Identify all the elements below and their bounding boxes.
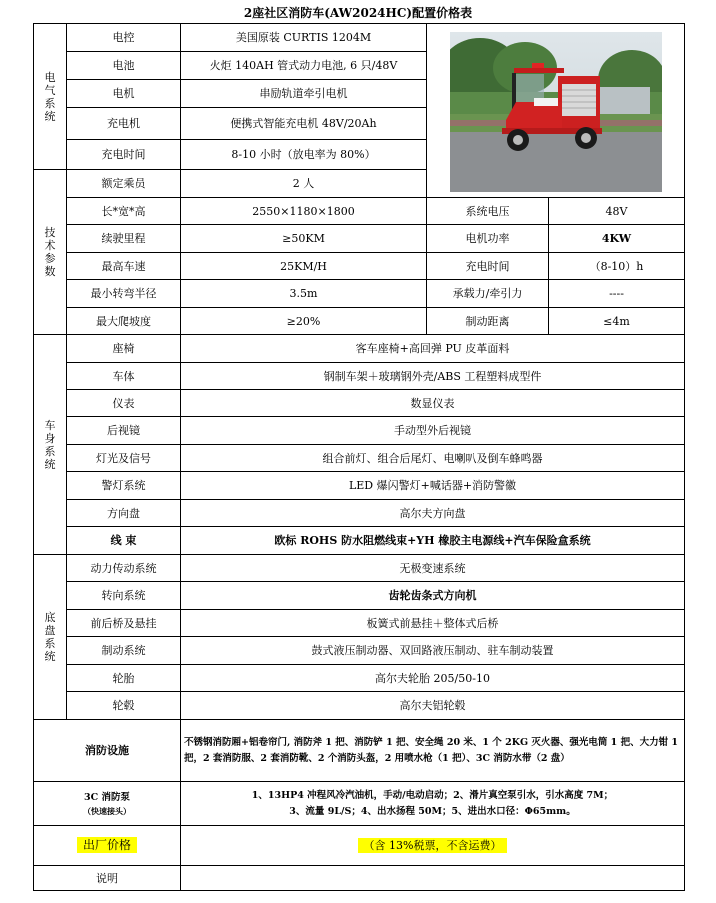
fire-equipment-value: 不锈钢消防厢+铝卷帘门, 消防斧 1 把、消防铲 1 把、安全绳 20 米、1 个 2KG 灭火器、强光电筒 1 把、大力钳 1 把，2 套消防服、2 套消防靴、2 个消防头盔，2 用喷水枪（1 把）、3C 消防水带（2 盘）	[181, 720, 685, 782]
row-value: 组合前灯、组合后尾灯、电喇叭及倒车蜂鸣器	[181, 445, 685, 472]
note-value	[181, 866, 685, 891]
group-chassis-label: 底 盘 系 统	[44, 611, 56, 663]
row-label: 座椅	[67, 335, 181, 363]
row-label-2: 充电时间	[427, 253, 549, 280]
row-label: 充电机	[67, 108, 181, 140]
row-value: 手动型外后视镜	[181, 417, 685, 445]
price-value-cell	[181, 826, 685, 866]
row-value: 客车座椅+高回弹 PU 皮革面料	[181, 335, 685, 363]
row-label-2: 系统电压	[427, 198, 549, 225]
group-electrical	[34, 24, 67, 170]
row-label: 最小转弯半径	[67, 280, 181, 308]
row-value: 高尔夫方向盘	[181, 500, 685, 527]
row-label: 车体	[67, 363, 181, 390]
fire-vehicle-photo	[450, 32, 662, 192]
row-value: ≥50KM	[181, 225, 427, 253]
row-label: 制动系统	[67, 637, 181, 665]
spec-table	[33, 23, 685, 891]
row-label: 电池	[67, 52, 181, 80]
group-electrical-label: 电 气 系 统	[44, 70, 56, 123]
row-label: 电控	[67, 24, 181, 52]
row-label: 方向盘	[67, 500, 181, 527]
row-value: 串励轨道牵引电机	[181, 80, 427, 108]
row-value: 便携式智能充电机 48V/20Ah	[181, 108, 427, 140]
group-technical-label: 技 术 参 数	[44, 226, 56, 278]
row-label: 额定乘员	[67, 170, 181, 198]
row-value: 无极变速系统	[181, 555, 685, 582]
row-value: 8-10 小时（放电率为 80%）	[181, 140, 427, 170]
row-label: 后视镜	[67, 417, 181, 445]
row-value: 齿轮齿条式方向机	[181, 582, 685, 610]
row-label: 续驶里程	[67, 225, 181, 253]
row-label: 线 束	[67, 527, 181, 555]
row-label: 警灯系统	[67, 472, 181, 500]
row-value: 板簧式前悬挂＋整体式后桥	[181, 610, 685, 637]
price-value: （含 13%税票，不含运费）	[358, 838, 508, 853]
row-label: 最高车速	[67, 253, 181, 280]
row-label: 灯光及信号	[67, 445, 181, 472]
vehicle-photo-cell	[427, 24, 685, 198]
pump-line-2: 3、流量 9L/S；4、出水扬程 50M；5、进出水口径：Φ65mm。	[289, 805, 576, 817]
row-label: 动力传动系统	[67, 555, 181, 582]
price-label: 出厂价格	[77, 837, 137, 853]
pump-sublabel: （快速接头）	[83, 805, 131, 816]
note-label: 说明	[34, 866, 181, 891]
row-value-2: 4KW	[549, 225, 685, 253]
row-value: 高尔夫铝轮毂	[181, 692, 685, 720]
row-value: 3.5m	[181, 280, 427, 308]
group-body-label: 车 身 系 统	[44, 418, 56, 471]
row-value: 美国原装 CURTIS 1204M	[181, 24, 427, 52]
row-label-2: 电机功率	[427, 225, 549, 253]
group-technical	[34, 170, 67, 335]
row-label: 最大爬坡度	[67, 308, 181, 335]
fire-equipment-label: 消防设施	[34, 720, 181, 782]
row-value: 火炬 140AH 管式动力电池, 6 只/48V	[181, 52, 427, 80]
row-label: 充电时间	[67, 140, 181, 170]
row-label: 轮胎	[67, 665, 181, 692]
pump-line-1: 1、13HP4 冲程风冷汽油机，手动/电动启动；2、滑片真空泵引水，引水高度 7M；	[251, 789, 614, 801]
row-label: 轮毂	[67, 692, 181, 720]
price-label-cell	[34, 826, 181, 866]
row-value: LED 爆闪警灯+喊话器+消防警徽	[181, 472, 685, 500]
row-label: 长*宽*高	[67, 198, 181, 225]
row-value: 25KM/H	[181, 253, 427, 280]
row-value-2: ≤4m	[549, 308, 685, 335]
row-value: 高尔夫轮胎 205/50-10	[181, 665, 685, 692]
row-value-2: 48V	[549, 198, 685, 225]
pump-value-cell	[181, 782, 685, 826]
row-value-2: ----	[549, 280, 685, 308]
row-value: 2 人	[181, 170, 427, 198]
row-value: 数显仪表	[181, 390, 685, 417]
row-label: 电机	[67, 80, 181, 108]
pump-label: 3C 消防泵	[84, 791, 130, 803]
row-value: 鼓式液压制动器、双回路液压制动、驻车制动装置	[181, 637, 685, 665]
row-label-2: 承载力/牵引力	[427, 280, 549, 308]
row-value: 欧标 ROHS 防水阻燃线束+YH 橡胶主电源线+汽车保险盒系统	[181, 527, 685, 555]
row-label: 前后桥及悬挂	[67, 610, 181, 637]
row-value-2: （8-10）h	[549, 253, 685, 280]
row-label-2: 制动距离	[427, 308, 549, 335]
pump-label-cell	[34, 782, 181, 826]
row-value: ≥20%	[181, 308, 427, 335]
row-label: 转向系统	[67, 582, 181, 610]
group-body	[34, 335, 67, 555]
group-chassis	[34, 555, 67, 720]
page-title: 2座社区消防车(AW2024HC)配置价格表	[243, 6, 473, 20]
row-value: 2550×1180×1800	[181, 198, 427, 225]
row-label: 仪表	[67, 390, 181, 417]
row-value: 钢制车架＋玻璃钢外壳/ABS 工程塑料成型件	[181, 363, 685, 390]
